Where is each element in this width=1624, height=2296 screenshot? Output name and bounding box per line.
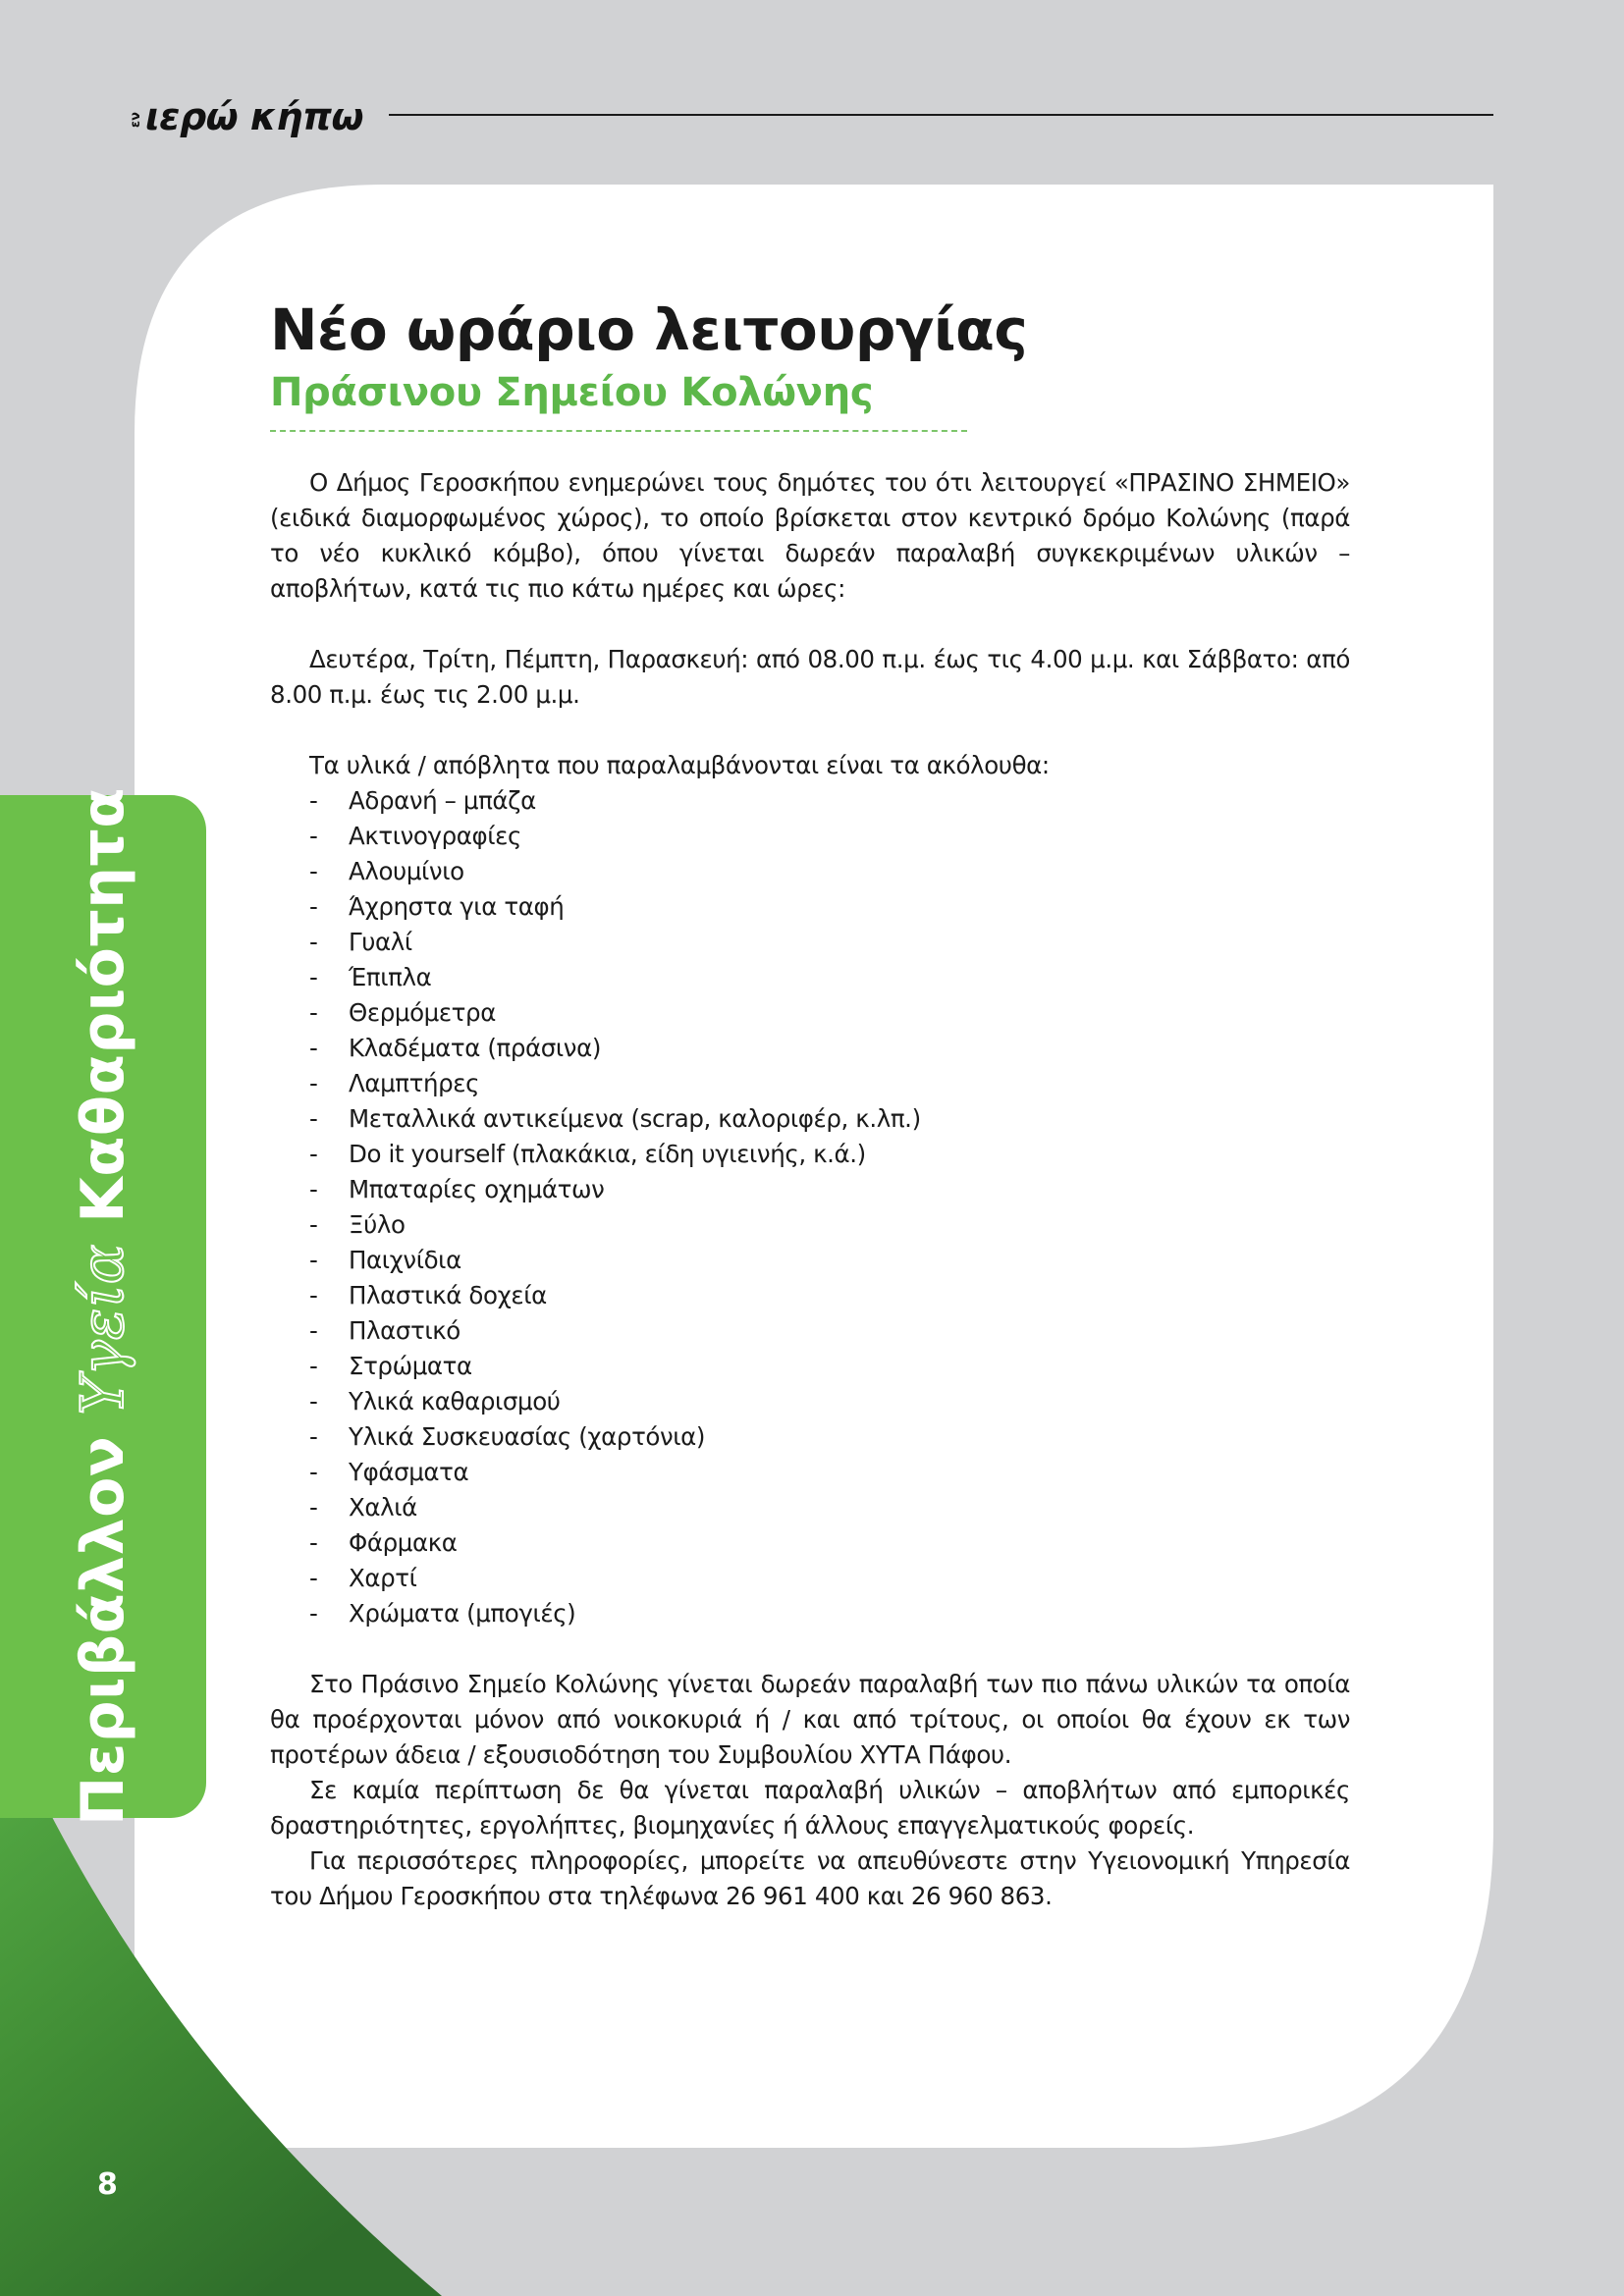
list-item [270, 1349, 1350, 1384]
closing-paragraph-1: Στο Πράσινο Σημείο Κολώνης γίνεται δωρεάν παραλαβή των πιο πάνω υλικών τα οποία θα προέρχονται μόνον από νοικοκυριά ή / και από τρίτους, οι οποίοι θα έχουν εκ των προτέρων άδεια / εξουσιοδότηση του Συμβουλίου ΧΥΤΑ Πάφου. [270, 1670, 1350, 1769]
list-item-text: Ξύλο [349, 1210, 406, 1239]
list-dash: - [309, 1175, 318, 1203]
list-dash: - [309, 786, 318, 815]
list-item-text: Μπαταρίες οχημάτων [349, 1175, 605, 1203]
list-item-text: Χαρτί [349, 1564, 417, 1592]
list-item-text: Αδρανή – μπάζα [349, 786, 536, 815]
list-item-text: Λαμπτήρες [349, 1069, 480, 1097]
list-item-text: Στρώματα [349, 1352, 472, 1380]
list-dash: - [309, 1422, 318, 1451]
article [270, 294, 1350, 1914]
list-dash: - [309, 1316, 318, 1345]
logo-text: ιερώ κήπω [145, 95, 364, 138]
list-item-text: Άχρηστα για ταφή [349, 892, 565, 921]
section-label-after: Καθαριότητα [69, 787, 137, 1245]
list-dash: - [309, 857, 318, 885]
list-item [270, 1066, 1350, 1101]
list-dash: - [309, 1599, 318, 1628]
list-dash: - [309, 1281, 318, 1309]
list-item-text: Υλικά Συσκευασίας (χαρτόνια) [349, 1422, 706, 1451]
article-body [270, 465, 1350, 1914]
list-item [270, 995, 1350, 1031]
list-dash: - [309, 998, 318, 1027]
list-item-text: Πλαστικά δοχεία [349, 1281, 547, 1309]
list-item [270, 1525, 1350, 1561]
list-dash: - [309, 1387, 318, 1415]
closing-paragraph-3: Για περισσότερες πληροφορίες, μπορείτε να απευθύνεστε στην Υγειονομική Υπηρεσία του Δήμου Γεροσκήπου στα τηλέφωνα 26 961 400 και 26 960 863. [270, 1846, 1350, 1910]
list-dash: - [309, 928, 318, 956]
list-dash: - [309, 892, 318, 921]
list-item-text: Do it yourself (πλακάκια, είδη υγιεινής, κ.ά.) [349, 1140, 866, 1168]
list-item [270, 1172, 1350, 1207]
list-item [270, 1561, 1350, 1596]
list-item [270, 854, 1350, 889]
list-dash: - [309, 1104, 318, 1133]
closing-paragraph-2: Σε καμία περίπτωση δε θα γίνεται παραλαβή υλικών – αποβλήτων από εμπορικές δραστηριότητες, εργολήπτες, βιομηχανίες ή άλλους επαγγελματικούς φορείς. [270, 1776, 1350, 1840]
list-item [270, 819, 1350, 854]
list-item [270, 1031, 1350, 1066]
list-item-text: Έπιπλα [349, 963, 432, 991]
header-rule [389, 114, 1493, 116]
list-item-text: Χρώματα (μπογιές) [349, 1599, 576, 1628]
list-item [270, 1455, 1350, 1490]
list-item [270, 1243, 1350, 1278]
logo-superscript: εν [129, 111, 143, 128]
list-dash: - [309, 1528, 318, 1557]
list-item [270, 1490, 1350, 1525]
list-item [270, 1278, 1350, 1313]
list-item [270, 1101, 1350, 1137]
list-item [270, 1419, 1350, 1455]
list-item-text: Αλουμίνιο [349, 857, 464, 885]
list-item [270, 925, 1350, 960]
list-item-text: Χαλιά [349, 1493, 417, 1522]
list-dash: - [309, 1034, 318, 1062]
section-label-before: Περιβάλλον [69, 1415, 137, 1826]
list-dash: - [309, 1564, 318, 1592]
list-dash: - [309, 1246, 318, 1274]
magazine-logo [129, 86, 364, 138]
list-item-text: Κλαδέματα (πράσινα) [349, 1034, 601, 1062]
list-item-text: Πλαστικό [349, 1316, 460, 1345]
section-label [69, 787, 137, 1826]
article-subtitle: Πράσινου Σημείου Κολώνης [270, 370, 874, 415]
list-item-text: Φάρμακα [349, 1528, 458, 1557]
list-item-text: Υλικά καθαρισμού [349, 1387, 561, 1415]
list-item [270, 889, 1350, 925]
list-item [270, 1207, 1350, 1243]
page-number: 8 [97, 2167, 118, 2202]
list-item-text: Ακτινογραφίες [349, 822, 521, 850]
intro-paragraph: Ο Δήμος Γεροσκήπου ενημερώνει τους δημότες του ότι λειτουργεί «ΠΡΑΣΙΝΟ ΣΗΜΕΙΟ» (ειδικά διαμορφωμένος χώρος), το οποίο βρίσκεται στον κεντρικό δρόμο Κολώνης (παρά το νέο κυκλικό κόμβο), όπου γίνεται δωρεάν παραλαβή συγκεκριμένων υλικών – αποβλήτων, κατά τις πιο κάτω ημέρες και ώρες: [270, 468, 1350, 603]
list-item [270, 1384, 1350, 1419]
list-item [270, 1137, 1350, 1172]
list-item [270, 1313, 1350, 1349]
materials-list [270, 783, 1350, 1631]
list-item-text: Γυαλί [349, 928, 412, 956]
list-item-text: Μεταλλικά αντικείμενα (scrap, καλοριφέρ, κ.λπ.) [349, 1104, 921, 1133]
list-item-text: Υφάσματα [349, 1458, 469, 1486]
list-item [270, 1596, 1350, 1631]
list-dash: - [309, 1140, 318, 1168]
list-dash: - [309, 1069, 318, 1097]
section-label-outlined: Υγεία [69, 1244, 137, 1415]
list-intro: Τα υλικά / απόβλητα που παραλαμβάνονται είναι τα ακόλουθα: [309, 751, 1050, 779]
list-item [270, 783, 1350, 819]
hours-paragraph: Δευτέρα, Τρίτη, Πέμπτη, Παρασκευή: από 08.00 π.μ. έως τις 4.00 μ.μ. και Σάββατο: από 8.00 π.μ. έως τις 2.00 μ.μ. [270, 645, 1350, 709]
list-dash: - [309, 1458, 318, 1486]
list-dash: - [309, 1352, 318, 1380]
list-dash: - [309, 822, 318, 850]
list-item [270, 960, 1350, 995]
title-divider [270, 430, 967, 432]
article-title: Νέο ωράριο λειτουργίας [270, 296, 1028, 363]
list-dash: - [309, 1210, 318, 1239]
list-item-text: Παιχνίδια [349, 1246, 461, 1274]
list-item-text: Θερμόμετρα [349, 998, 496, 1027]
list-dash: - [309, 1493, 318, 1522]
list-dash: - [309, 963, 318, 991]
